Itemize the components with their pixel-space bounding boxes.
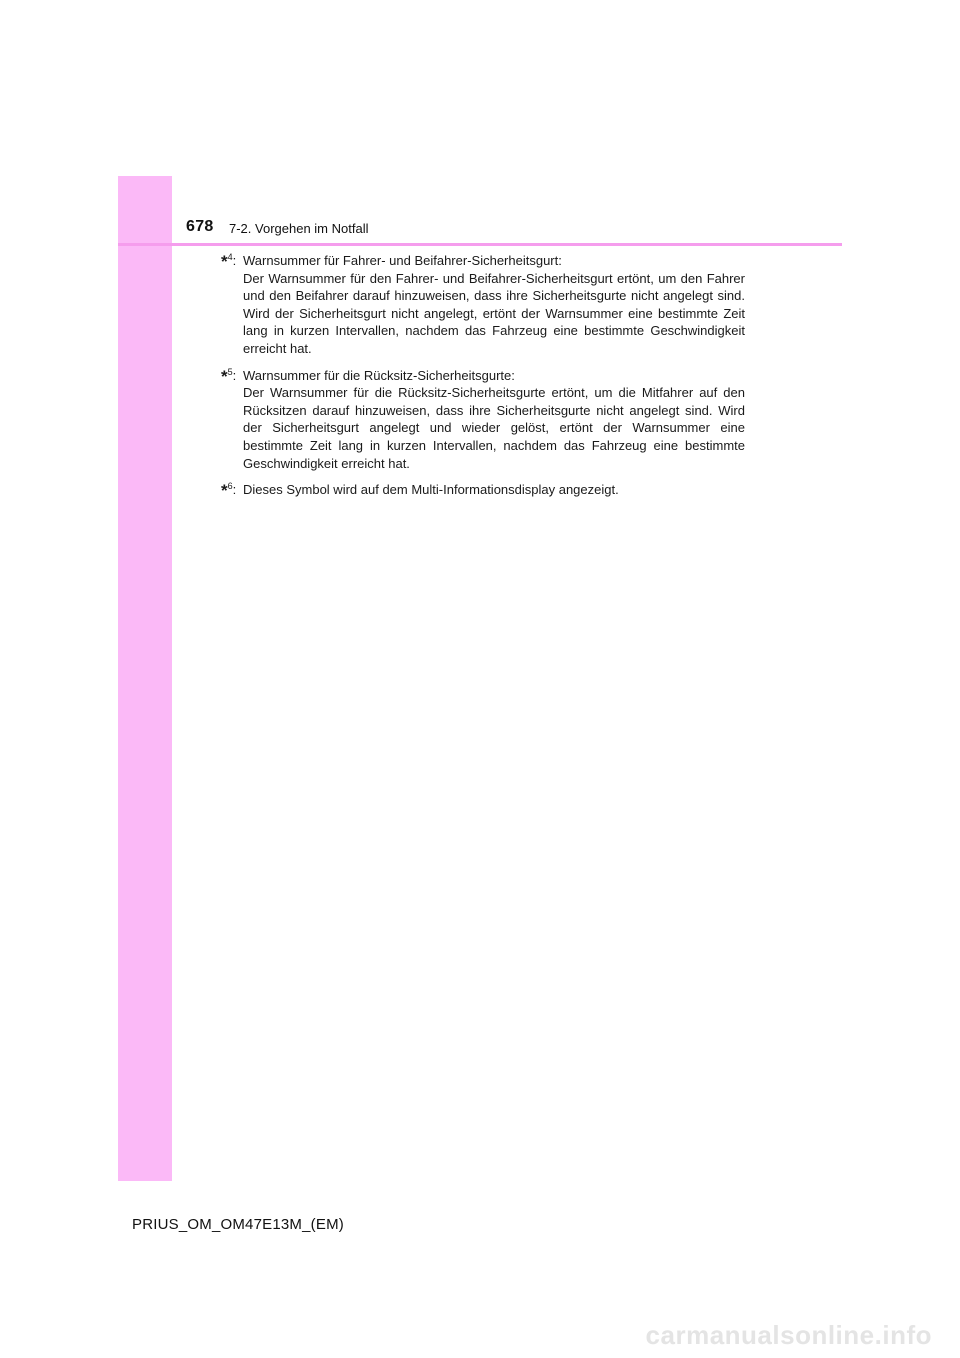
footnote-5 xyxy=(221,367,745,473)
page-number: 678 xyxy=(186,218,214,235)
footnote-marker: *$^6$: xyxy=(221,481,237,501)
footnote-title: Warnsummer für Fahrer- und Beifahrer-Sicherheitsgurt: xyxy=(243,253,562,268)
footnote-title: Dieses Symbol wird auf dem Multi-Informationsdisplay angezeigt. xyxy=(243,482,619,498)
footnote-body: Der Warnsummer für die Rücksitz-Sicherheitsgurte ertönt, um die Mitfahrer auf den Rücksitzen darauf hinzuweisen, dass ihre Sicherheitsgurte nicht angelegt sind. Wird der Sicherheitsgurt angelegt und wieder gelöst, ertönt der Warnsummer eine bestimmte Zeit lang in kurzen Intervallen, nachdem das Fahrzeug eine bestimmte Geschwindigkeit erreicht hat. xyxy=(243,385,745,471)
chapter-side-band xyxy=(118,176,172,1181)
footnote-marker: *$^5$: xyxy=(221,366,237,386)
footnote-marker: *$^4$: xyxy=(221,252,237,271)
notes-list xyxy=(221,252,745,508)
footnote-body: Der Warnsummer für den Fahrer- und Beifahrer-Sicherheitsgurt ertönt, um den Fahrer und den Beifahrer darauf hinzuweisen, dass ihre Sicherheitsgurte nicht angelegt sind. Wird der Sicherheitsgurt nicht angelegt, ertönt der Warnsummer eine bestimmte Zeit lang in kurzen Intervallen, nachdem das Fahrzeug eine bestimmte Geschwindigkeit erreicht hat. xyxy=(243,270,745,356)
header-rule xyxy=(118,243,842,246)
document-code: PRIUS_OM_OM47E13M_(EM) xyxy=(132,1216,344,1233)
footnote-4 xyxy=(221,252,745,358)
footnote-6 xyxy=(221,481,745,499)
footnote-title: Warnsummer für die Rücksitz-Sicherheitsgurte: xyxy=(243,367,515,383)
watermark: carmanualsonline.info xyxy=(645,1320,932,1350)
section-title: 7-2. Vorgehen im Notfall xyxy=(229,221,369,236)
